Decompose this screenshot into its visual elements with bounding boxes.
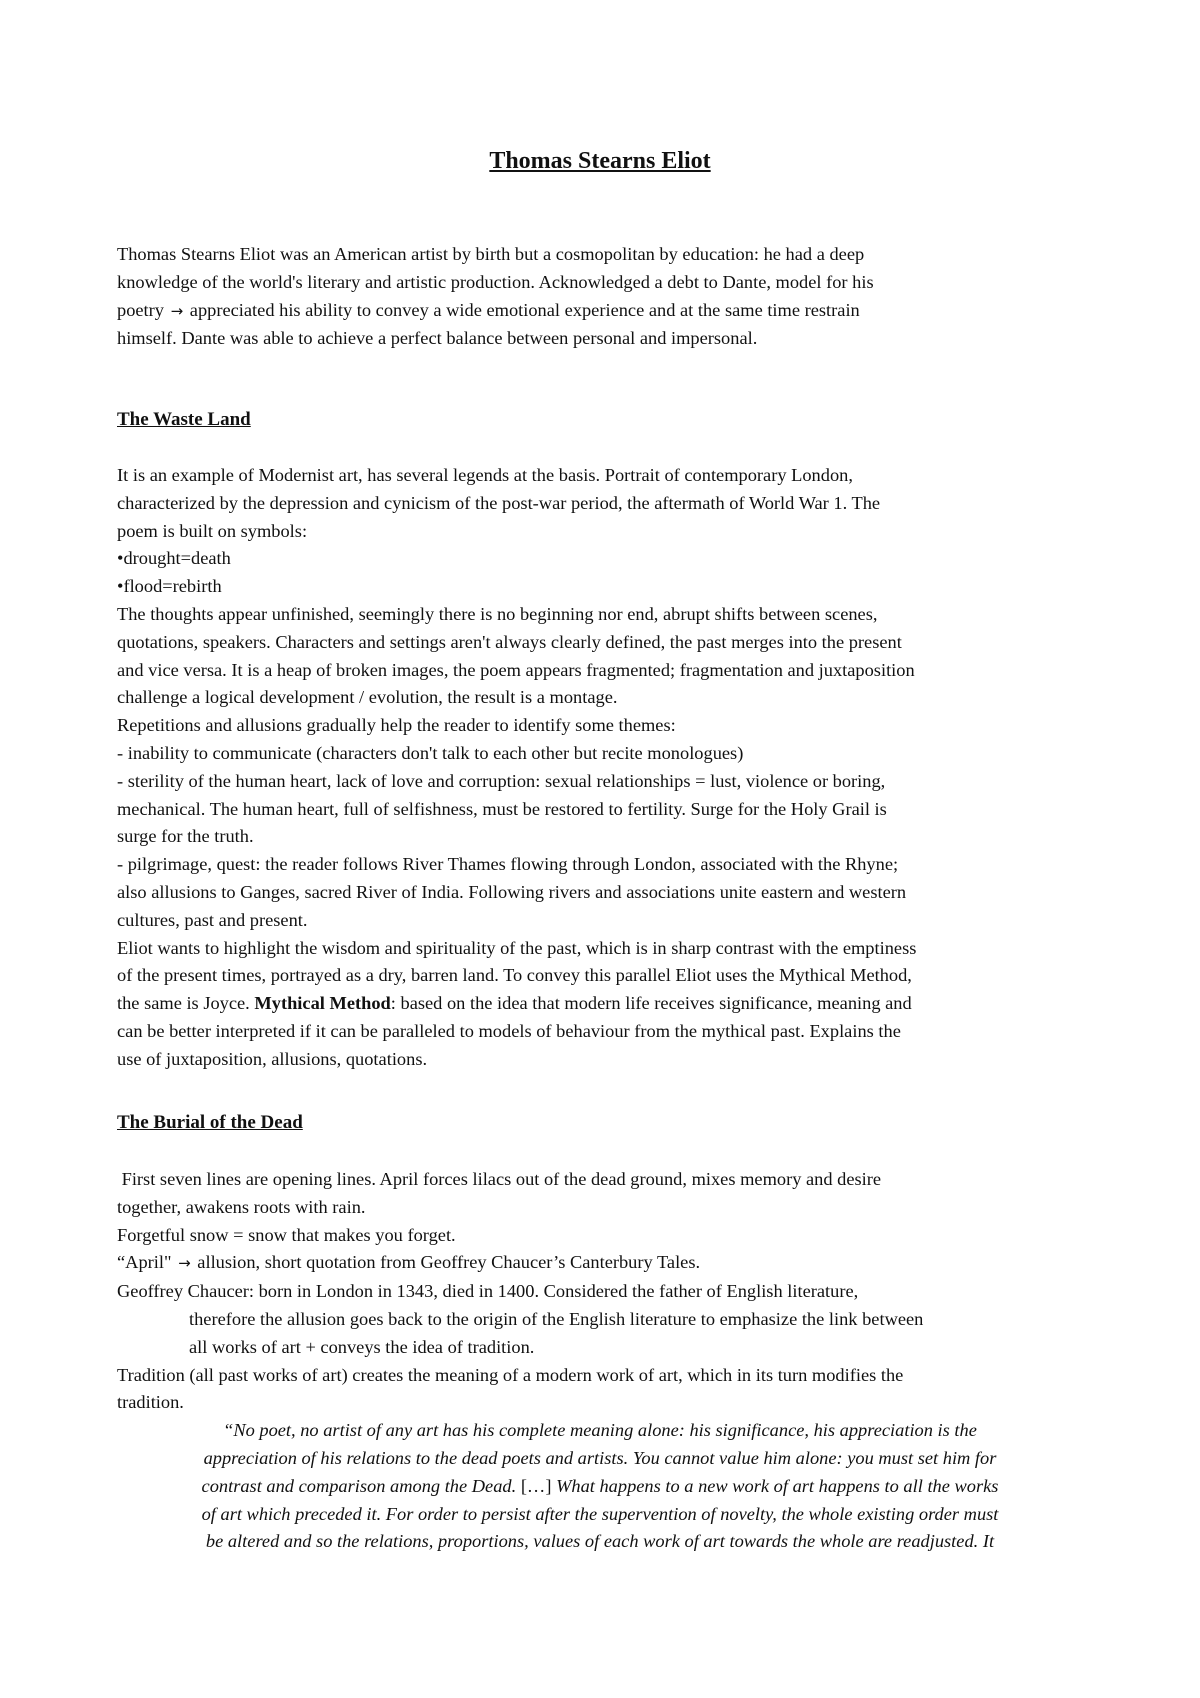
text-line: surge for the truth. xyxy=(117,826,254,847)
text-line-indented: all works of art + conveys the idea of tradition. xyxy=(189,1336,535,1357)
block-quote xyxy=(117,1417,1083,1556)
text-line: Forgetful snow = snow that makes you forget. xyxy=(117,1224,456,1245)
section-heading-waste-land: The Waste Land xyxy=(117,409,251,430)
text-line: mechanical. The human heart, full of selfishness, must be restored to fertility. Surge for the Holy Grail is xyxy=(117,798,887,819)
quote-line: of art which preceded it. For order to persist after the supervention of novelty, the whole existing order must xyxy=(201,1503,999,1524)
quote-line: “No poet, no artist of any art has his complete meaning alone: his significance, his appreciation is the xyxy=(223,1420,977,1441)
text-line: Repetitions and allusions gradually help the reader to identify some themes: xyxy=(117,715,676,736)
text-line: himself. Dante was able to achieve a perfect balance between personal and impersonal. xyxy=(117,328,758,349)
text-line: characterized by the depression and cynicism of the post-war period, the aftermath of World War 1. The xyxy=(117,492,881,513)
text-line: - sterility of the human heart, lack of love and corruption: sexual relationships = lust, violence or boring, xyxy=(117,770,886,791)
text-line: First seven lines are opening lines. April forces lilacs out of the dead ground, mixes memory and desire xyxy=(117,1169,882,1189)
text-line: - pilgrimage, quest: the reader follows River Thames flowing through London, associated with the Rhyne; xyxy=(117,854,899,875)
text-line: together, awakens roots with rain. xyxy=(117,1196,366,1217)
intro-paragraph xyxy=(117,241,1083,353)
text-line: challenge a logical development / evolution, the result is a montage. xyxy=(117,687,618,708)
text-line-indented: therefore the allusion goes back to the origin of the English literature to emphasize the link between xyxy=(189,1308,924,1329)
text-line: and vice versa. It is a heap of broken images, the poem appears fragmented; fragmentation and juxtaposition xyxy=(117,659,915,680)
mythical-method-term: Mythical Method xyxy=(254,993,391,1014)
text-line: Geoffrey Chaucer: born in London in 1343, died in 1400. Considered the father of English literature, xyxy=(117,1281,859,1302)
quote-line: contrast and comparison among the Dead. […] What happens to a new work of art happens to all the works xyxy=(201,1475,999,1496)
right-arrow-icon: → xyxy=(170,301,184,320)
page-title: Thomas Stearns Eliot xyxy=(489,148,711,174)
section-heading-burial-of-the-dead: The Burial of the Dead xyxy=(117,1112,303,1133)
bullet-item: •drought=death xyxy=(117,548,231,569)
text-line: also allusions to Ganges, sacred River of India. Following rivers and associations unite eastern and western xyxy=(117,881,907,902)
burial-section xyxy=(117,1166,1083,1556)
right-arrow-icon: → xyxy=(178,1254,191,1273)
text-line: Tradition (all past works of art) creates the meaning of a modern work of art, which in its turn modifies the xyxy=(117,1364,904,1385)
text-line: - inability to communicate (characters don't talk to each other but recite monologues) xyxy=(117,742,744,763)
quote-line: appreciation of his relations to the dead poets and artists. You cannot value him alone: you must set him for xyxy=(203,1447,997,1468)
text-line: can be better interpreted if it can be paralleled to models of behaviour from the mythical past. Explains the xyxy=(117,1020,901,1041)
waste-land-section xyxy=(117,462,1083,1074)
text-line: knowledge of the world's literary and artistic production. Acknowledged a debt to Dante, model for his xyxy=(117,271,874,292)
text-line: poem is built on symbols: xyxy=(117,520,308,541)
text-line: the same is Joyce. Mythical Method: based on the idea that modern life receives significance, meaning and xyxy=(117,993,912,1014)
text-line: of the present times, portrayed as a dry, barren land. To convey this parallel Eliot uses the Mythical Method, xyxy=(117,965,912,986)
text-line: It is an example of Modernist art, has several legends at the basis. Portrait of contemporary London, xyxy=(117,465,853,485)
text-line: cultures, past and present. xyxy=(117,909,308,930)
text-line: Eliot wants to highlight the wisdom and spirituality of the past, which is in sharp contrast with the emptiness xyxy=(117,937,917,958)
text-line: tradition. xyxy=(117,1392,184,1413)
quote-line: be altered and so the relations, proportions, values of each work of art towards the whole are readjusted. It xyxy=(205,1531,995,1552)
text-line: quotations, speakers. Characters and settings aren't always clearly defined, the past merges into the present xyxy=(117,631,902,652)
text-line: The thoughts appear unfinished, seemingly there is no beginning nor end, abrupt shifts between scenes, xyxy=(117,603,878,624)
bullet-item: •flood=rebirth xyxy=(117,576,222,597)
text-line: “April" → allusion, short quotation from Geoffrey Chaucer’s Canterbury Tales. xyxy=(117,1252,701,1273)
text-line: Thomas Stearns Eliot was an American artist by birth but a cosmopolitan by education: he had a deep xyxy=(117,244,865,264)
text-line: use of juxtaposition, allusions, quotations. xyxy=(117,1048,428,1069)
text-line: poetry → appreciated his ability to convey a wide emotional experience and at the same time restrain xyxy=(117,299,860,320)
